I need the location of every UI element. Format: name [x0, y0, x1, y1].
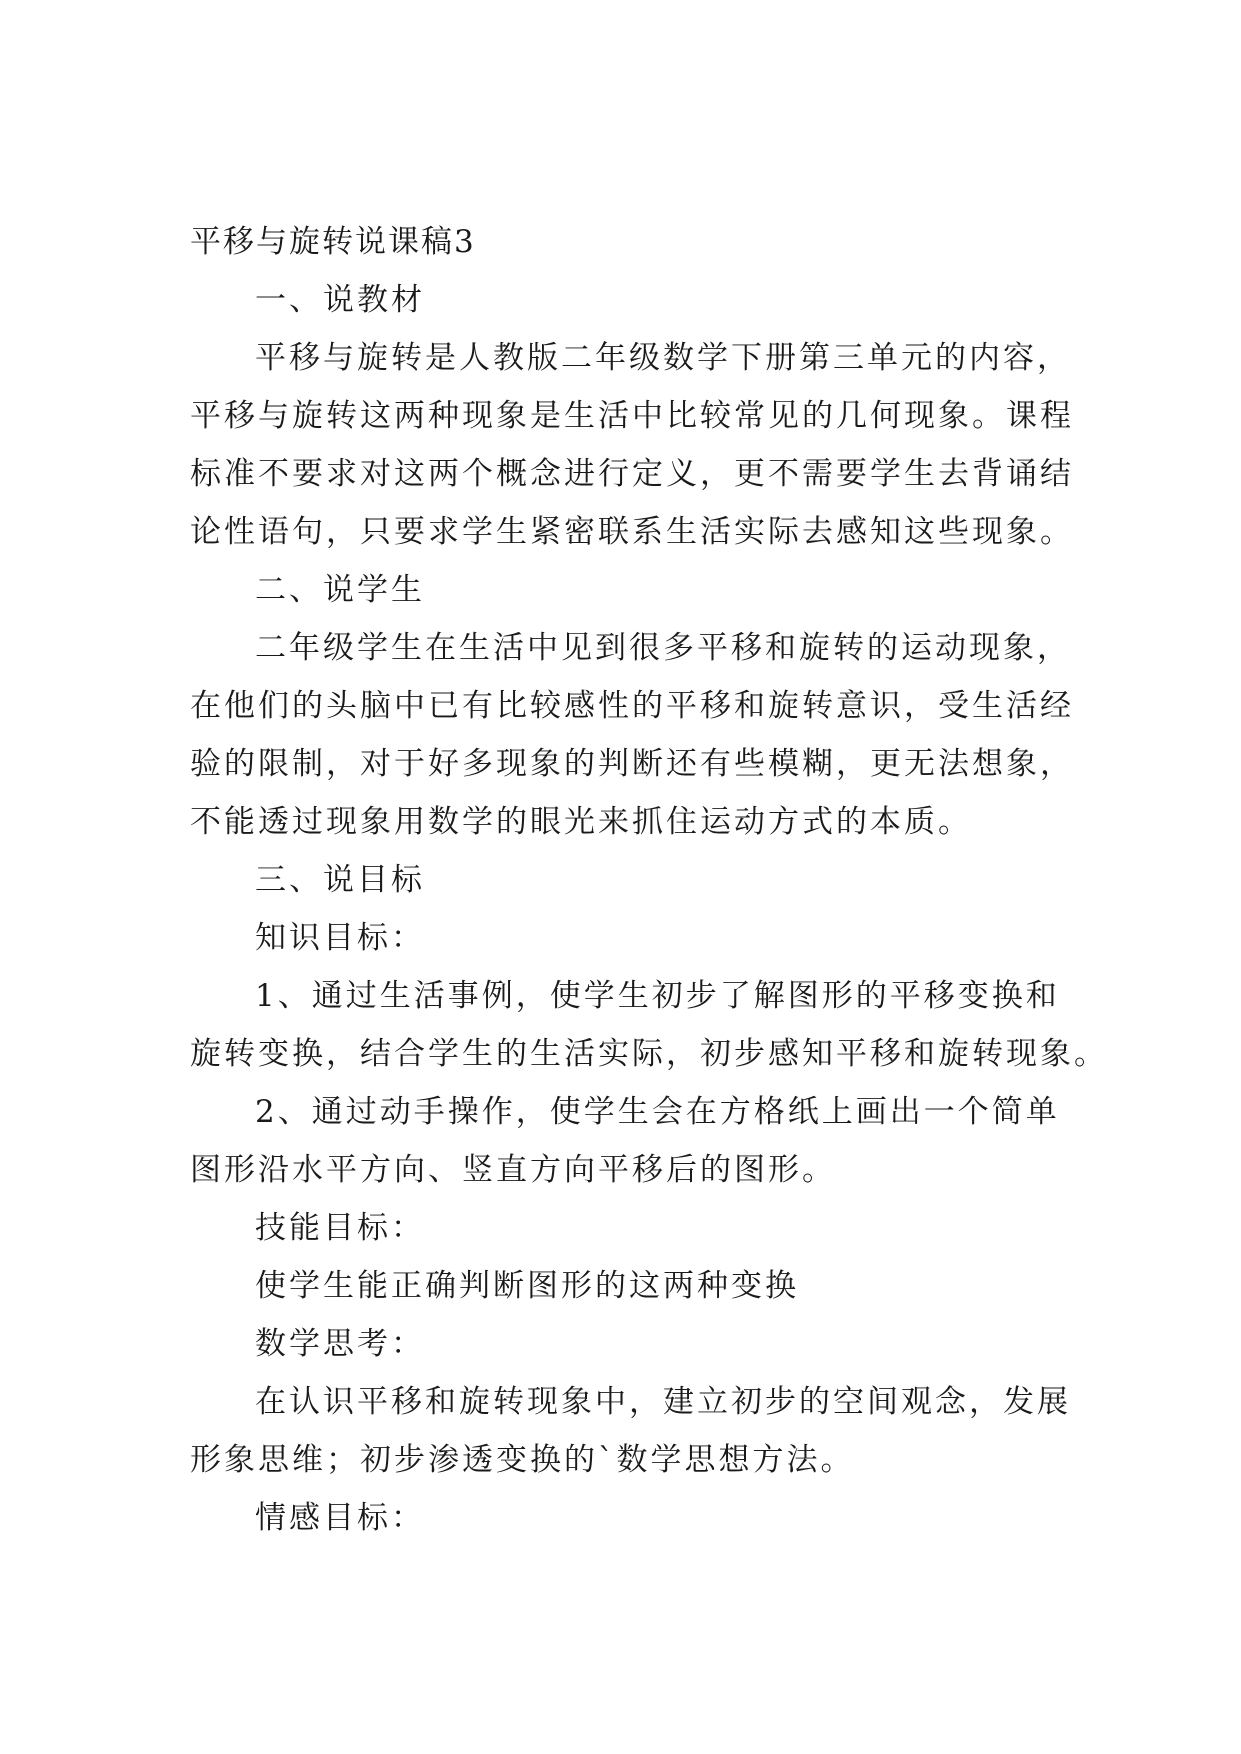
paragraph-line: 在他们的头脑中已有比较感性的平移和旋转意识，受生活经	[190, 688, 1074, 724]
paragraph-line: 二年级学生在生活中见到很多平移和旋转的运动现象，	[255, 630, 1071, 666]
paragraph-line: 验的限制，对于好多现象的判断还有些模糊，更无法想象，	[190, 746, 1074, 782]
paragraph-line: 平移与旋转这两种现象是生活中比较常见的几何现象。课程	[190, 398, 1074, 434]
section-heading-goals: 三、说目标	[255, 862, 425, 898]
paragraph-line: 使学生能正确判断图形的这两种变换	[255, 1268, 799, 1304]
paragraph-line: 不能透过现象用数学的眼光来抓住运动方式的本质。	[190, 804, 972, 840]
paragraph-line: 2、通过动手操作，使学生会在方格纸上画出一个简单	[255, 1094, 1060, 1130]
paragraph-line: 图形沿水平方向、竖直方向平移后的图形。	[190, 1152, 836, 1188]
section-heading-students: 二、说学生	[255, 572, 425, 608]
paragraph-line: 在认识平移和旋转现象中，建立初步的空间观念，发展	[255, 1384, 1071, 1420]
paragraph-line: 标准不要求对这两个概念进行定义，更不需要学生去背诵结	[190, 456, 1074, 492]
document-title: 平移与旋转说课稿3	[190, 224, 476, 260]
subheading-skill-goals: 技能目标：	[255, 1210, 425, 1246]
paragraph-line: 1、通过生活事例，使学生初步了解图形的平移变换和	[255, 978, 1060, 1014]
subheading-math-thinking: 数学思考：	[255, 1326, 425, 1362]
subheading-emotional-goals: 情感目标：	[255, 1500, 425, 1536]
paragraph-line: 论性语句，只要求学生紧密联系生活实际去感知这些现象。	[190, 514, 1074, 550]
paragraph-line: 旋转变换，结合学生的生活实际，初步感知平移和旋转现象。	[190, 1036, 1108, 1072]
section-heading-textbook: 一、说教材	[255, 282, 425, 318]
document-body	[190, 213, 1108, 1547]
paragraph-line: 平移与旋转是人教版二年级数学下册第三单元的内容，	[255, 340, 1071, 376]
subheading-knowledge-goals: 知识目标：	[255, 920, 425, 956]
paragraph-line: 形象思维；初步渗透变换的`数学思想方法。	[190, 1442, 855, 1478]
